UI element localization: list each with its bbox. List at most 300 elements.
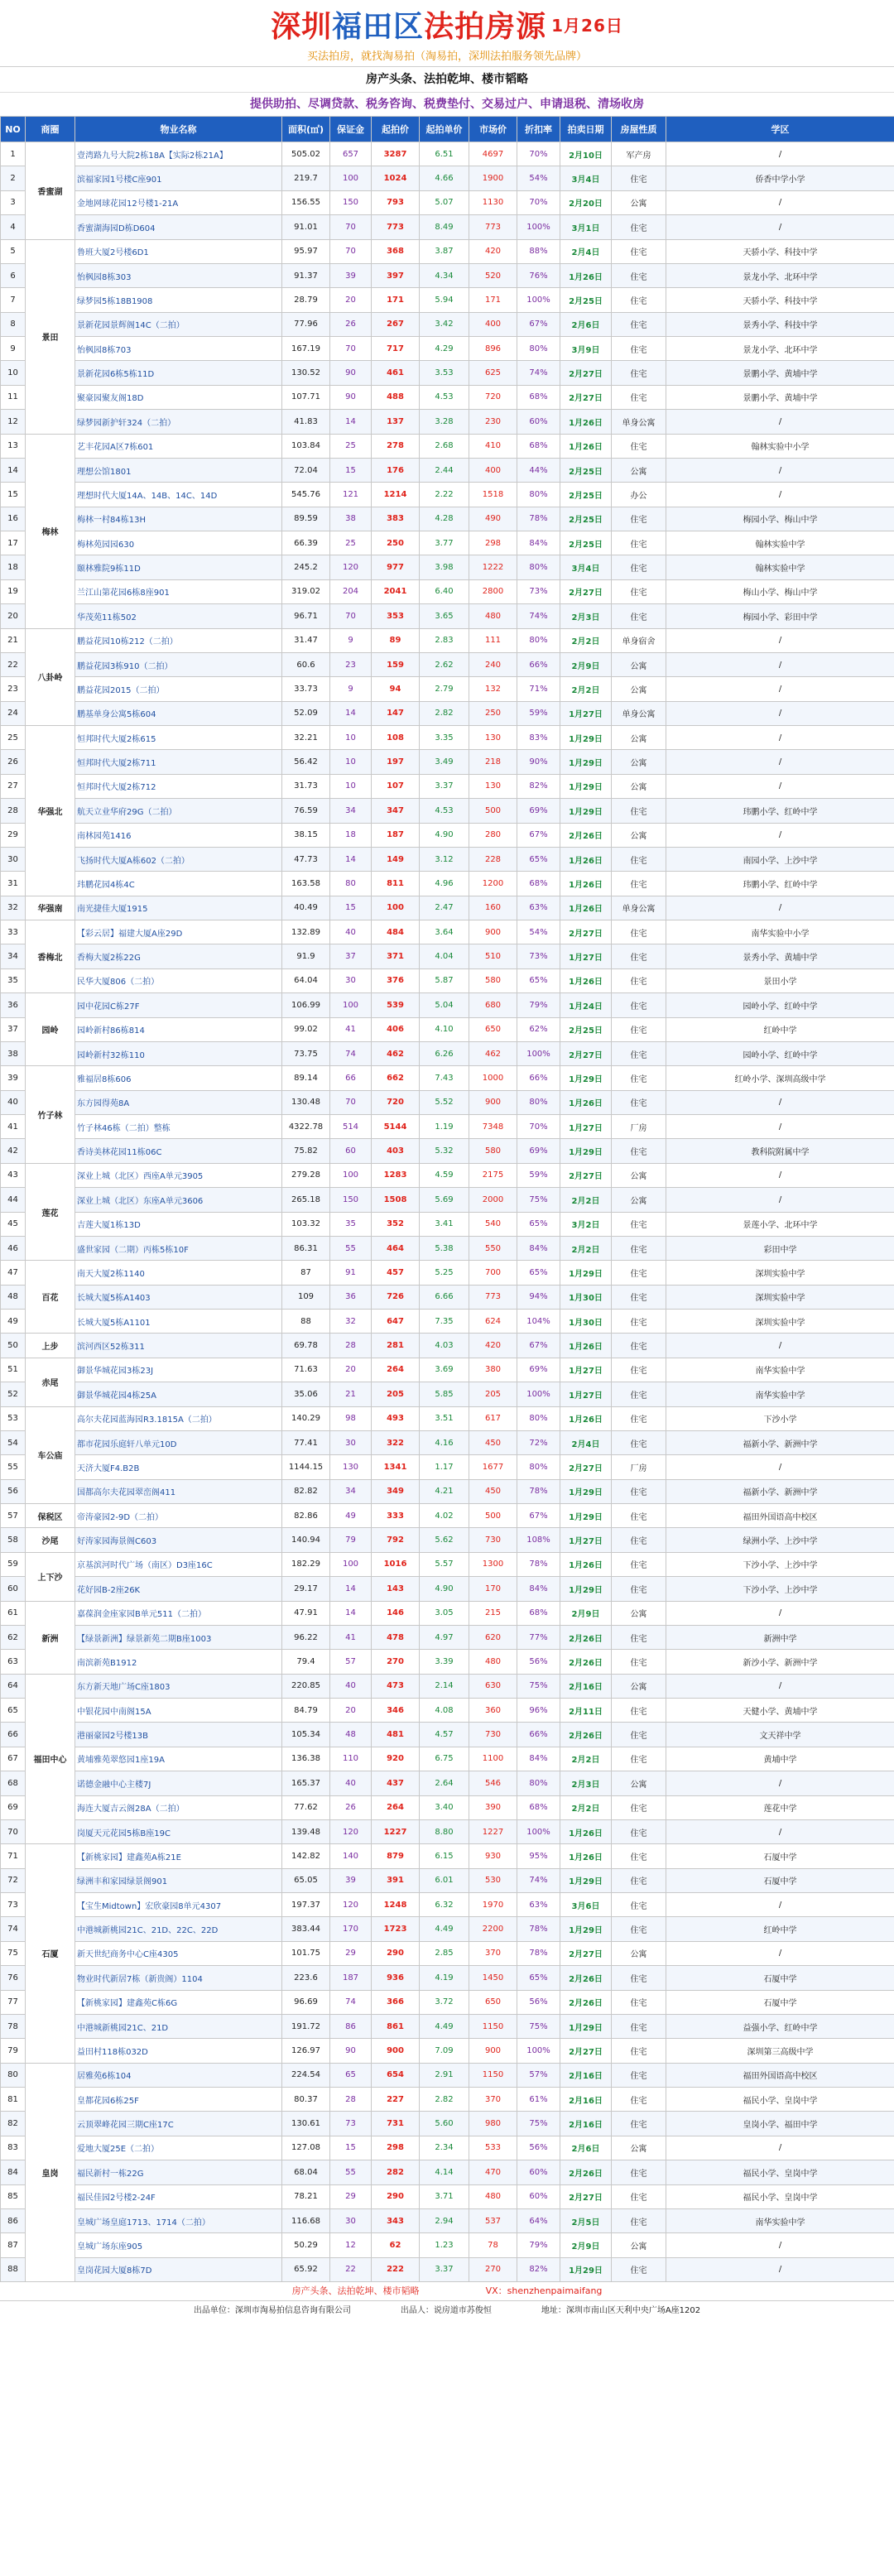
table-row [1,1990,894,2014]
table-row [1,1795,894,1819]
table-cell: 77.41 [282,1430,330,1454]
table-cell: 6 [1,263,26,287]
table-cell: 223.6 [282,1966,330,1990]
table-cell: 74 [1,1917,26,1941]
table-cell: 95% [517,1844,560,1868]
table-cell: 南园小学、上沙中学 [666,847,894,871]
table-cell: 132.89 [282,920,330,944]
table-cell: 4.97 [420,1625,469,1649]
table-cell: 546 [469,1771,517,1795]
area-cell: 新洲 [26,1601,75,1674]
area-cell: 百花 [26,1261,75,1334]
table-cell: 1130 [469,190,517,214]
table-cell: 10 [1,361,26,385]
footer-producer: 出品人：说房道市苏俊恒 [400,2306,492,2315]
table-cell: 2月4日 [560,1430,612,1454]
table-cell: 住宅 [612,263,666,287]
table-cell: 5 [1,239,26,263]
table-cell: 60% [517,2160,560,2184]
table-cell: 2月26日 [560,2160,612,2184]
table-cell: 80% [517,1455,560,1479]
table-cell: 住宅 [612,1358,666,1382]
table-cell: 56% [517,1990,560,2014]
table-cell: 66.39 [282,531,330,555]
table-row [1,2039,894,2063]
table-cell: / [666,1334,894,1358]
table-cell: 900 [469,920,517,944]
table-cell: 2.79 [420,677,469,701]
table-row [1,2088,894,2112]
table-cell: 2.44 [420,458,469,482]
table-cell: 9 [330,677,372,701]
table-cell: 85 [1,2184,26,2208]
area-cell: 上下沙 [26,1552,75,1601]
table-cell: 70 [330,215,372,239]
table-cell: 1283 [372,1163,420,1187]
table-cell: 恒邦时代大厦2栋615 [75,726,282,750]
table-cell: 2月9日 [560,652,612,676]
table-cell: 35 [330,1212,372,1236]
table-cell: 227 [372,2088,420,2112]
table-cell: 281 [372,1334,420,1358]
table-cell: 900 [372,2039,420,2063]
table-cell: 533 [469,2136,517,2160]
table-cell: 4.03 [420,1334,469,1358]
table-cell: 2.68 [420,434,469,458]
table-cell: 3月1日 [560,215,612,239]
table-cell: 270 [372,1650,420,1674]
table-cell: 住宅 [612,385,666,409]
table-cell: 住宅 [612,1917,666,1941]
table-cell: 44% [517,458,560,482]
table-row [1,1406,894,1430]
table-cell: 77.96 [282,312,330,336]
table-cell: 1222 [469,555,517,579]
table-cell: 单身公寓 [612,701,666,725]
table-cell: 2月27日 [560,1941,612,1965]
table-cell: 新洲中学 [666,1625,894,1649]
table-cell: 29 [1,823,26,847]
table-cell: 39 [1,1066,26,1090]
table-cell: 2月4日 [560,239,612,263]
table-cell: 31.73 [282,774,330,798]
table-row [1,1941,894,1965]
table-cell: 新沙小学、新洲中学 [666,1650,894,1674]
table-cell: 142.82 [282,1844,330,1868]
table-cell: 900 [469,2039,517,2063]
column-header: 保证金 [330,117,372,142]
table-cell: 飞扬时代大厦A栋602（二拍） [75,847,282,871]
table-cell: 2.94 [420,2208,469,2232]
table-cell: 住宅 [612,579,666,603]
table-cell: 4.49 [420,1917,469,1941]
table-cell: 68% [517,1795,560,1819]
table-cell: 510 [469,944,517,968]
table-cell: 127.08 [282,2136,330,2160]
table-cell: 住宅 [612,1430,666,1454]
footer-wechat: VX：shenzhenpaimaifang [485,2285,603,2296]
table-cell: 港丽豪园2号楼13B [75,1723,282,1747]
table-cell: 60 [330,1139,372,1163]
table-row [1,1261,894,1285]
table-cell: 石厦中学 [666,1844,894,1868]
table-row [1,1966,894,1990]
table-cell: 100% [517,1819,560,1843]
table-cell: 福民新村一栋22G [75,2160,282,2184]
table-cell: 1月27日 [560,1382,612,1406]
table-cell: 6.32 [420,1893,469,1917]
table-cell: 住宅 [612,2014,666,2038]
table-cell: 皇岗花园大厦8栋7D [75,2257,282,2281]
table-cell: 79 [330,1528,372,1552]
table-cell: 662 [372,1066,420,1090]
table-cell: 73.75 [282,1041,330,1065]
table-cell: 园中花园C栋27F [75,993,282,1017]
table-cell: 绿梦园新护轩324（二拍） [75,410,282,434]
table-cell: 1月27日 [560,1115,612,1139]
table-cell: 70 [330,604,372,628]
table-cell: 中港城新桃园21C、21D [75,2014,282,2038]
table-cell: 2月16日 [560,1674,612,1698]
table-cell: 红岭小学、深圳高级中学 [666,1066,894,1090]
table-cell: 726 [372,1285,420,1309]
table-cell: 1月26日 [560,1844,612,1868]
table-cell: 150 [330,190,372,214]
table-cell: 550 [469,1236,517,1260]
table-cell: 82% [517,2257,560,2281]
table-cell: 住宅 [612,337,666,361]
table-cell: 12 [330,2233,372,2257]
table-cell: 8.49 [420,215,469,239]
table-cell: 31.47 [282,628,330,652]
table-cell: 67 [1,1747,26,1771]
table-cell: 250 [372,531,420,555]
table-cell: 319.02 [282,579,330,603]
table-cell: 3.98 [420,555,469,579]
table-cell: 1月29日 [560,1504,612,1528]
table-cell: 2月25日 [560,458,612,482]
table-cell: 111 [469,628,517,652]
table-cell: / [666,1941,894,1965]
table-cell: 156.55 [282,190,330,214]
table-cell: 3.05 [420,1601,469,1625]
table-cell: 28 [330,2088,372,2112]
table-cell: 130.48 [282,1090,330,1114]
table-cell: / [666,677,894,701]
table-cell: / [666,652,894,676]
table-cell: 720 [372,1090,420,1114]
table-cell: 【宝生Midtown】宏欣豪园8单元4307 [75,1893,282,1917]
table-cell: 鹏益花园2015（二拍） [75,677,282,701]
footer-top [0,2282,894,2300]
area-cell: 香梅北 [26,920,75,993]
table-cell: 773 [469,1285,517,1309]
table-cell: 住宅 [612,1261,666,1285]
table-cell: 3287 [372,142,420,166]
table-cell: 83 [1,2136,26,2160]
table-cell: 厂房 [612,1115,666,1139]
table-cell: 住宅 [612,2257,666,2281]
table-cell: / [666,1601,894,1625]
table-cell: 园岭小学、红岭中学 [666,993,894,1017]
table-cell: 住宅 [612,944,666,968]
table-cell: 教科院附属中学 [666,1139,894,1163]
table-cell: 537 [469,2208,517,2232]
table-cell: 6.26 [420,1041,469,1065]
table-cell: 130 [330,1455,372,1479]
table-cell: 36 [330,1285,372,1309]
table-cell: 298 [469,531,517,555]
table-row [1,337,894,361]
table-cell: 36 [1,993,26,1017]
table-cell: 住宅 [612,1406,666,1430]
table-cell: 住宅 [612,1577,666,1601]
services-line2: 提供助拍、尽调贷款、税务咨询、税费垫付、交易过户、申请退税、清场收房 [0,92,894,116]
table-cell: 267 [372,312,420,336]
table-cell: 御景华城花园3栋23J [75,1358,282,1382]
area-cell: 梅林 [26,434,75,628]
table-cell: 437 [372,1771,420,1795]
table-cell: 100 [330,993,372,1017]
table-cell: / [666,215,894,239]
table-cell: 御景华城花园4栋25A [75,1382,282,1406]
table-cell: 滨福家园1号楼C座901 [75,166,282,190]
table-cell: 14 [330,701,372,725]
table-cell: 461 [372,361,420,385]
table-cell: 57 [1,1504,26,1528]
table-cell: 84% [517,1577,560,1601]
table-row [1,1041,894,1065]
table-cell: 136.38 [282,1747,330,1771]
table-cell: 2200 [469,1917,517,1941]
table-cell: 住宅 [612,1528,666,1552]
table-cell: 【彩云居】福建大厦A座29D [75,920,282,944]
table-cell: 126.97 [282,2039,330,2063]
table-cell: 29 [330,2184,372,2208]
table-cell: 3.42 [420,312,469,336]
table-cell: 450 [469,1430,517,1454]
table-cell: 京基滨河时代广场（南区）D3座16C [75,1552,282,1576]
table-cell: 7 [1,288,26,312]
table-cell: 811 [372,872,420,896]
table-cell: 中银花园中南阁15A [75,1699,282,1723]
table-cell: 61 [1,1601,26,1625]
table-cell: 景鹏小学、黄埔中学 [666,361,894,385]
table-cell: 930 [469,1844,517,1868]
table-cell: 高尔夫花园蓝海园R3.1815A（二拍） [75,1406,282,1430]
table-cell: 住宅 [612,1041,666,1065]
table-cell: 731 [372,2112,420,2136]
table-row [1,1285,894,1309]
table-row [1,2233,894,2257]
table-cell: 165.37 [282,1771,330,1795]
table-cell: 187 [330,1966,372,1990]
table-cell: 【新桃家园】建鑫苑A栋21E [75,1844,282,1868]
table-cell: 58 [1,1528,26,1552]
table-cell: 29.17 [282,1577,330,1601]
table-cell: 79% [517,2233,560,2257]
table-cell: 吉莲大厦1栋13D [75,1212,282,1236]
table-cell: 1月24日 [560,993,612,1017]
table-cell: 2月16日 [560,2063,612,2087]
table-cell: 35.06 [282,1382,330,1406]
table-cell: 1100 [469,1747,517,1771]
table-cell: 4.08 [420,1699,469,1723]
table-row [1,2063,894,2087]
table-cell: 90% [517,750,560,774]
table-cell: 鹏益花园10栋212（二拍） [75,628,282,652]
table-cell: 单身宿舍 [612,628,666,652]
table-cell: 650 [469,1990,517,2014]
table-cell: 3.65 [420,604,469,628]
table-cell: 2月26日 [560,1990,612,2014]
table-cell: 100 [330,166,372,190]
table-cell: 130 [469,774,517,798]
table-cell: 聚豪园聚友阁18D [75,385,282,409]
table-cell: 公寓 [612,1601,666,1625]
table-cell: 74 [330,1041,372,1065]
table-cell: 航天立业华府29G（二拍） [75,799,282,823]
table-cell: 1 [1,142,26,166]
table-row [1,2136,894,2160]
table-cell: 69.78 [282,1334,330,1358]
table-cell: 住宅 [612,1868,666,1892]
title-part2: 福田区 [332,9,425,44]
table-cell: 89.59 [282,507,330,531]
table-cell: 7.43 [420,1066,469,1090]
table-cell: 240 [469,652,517,676]
table-cell: 3.87 [420,239,469,263]
table-cell: 25 [1,726,26,750]
table-cell: 公寓 [612,458,666,482]
table-cell: 住宅 [612,1699,666,1723]
table-cell: 下沙小学、上沙中学 [666,1577,894,1601]
table-cell: 2月6日 [560,2136,612,2160]
table-cell: 20 [1,604,26,628]
table-cell: 84 [1,2160,26,2184]
table-cell: 90 [330,361,372,385]
column-header: 物业名称 [75,117,282,142]
table-row [1,239,894,263]
table-row [1,1893,894,1917]
table-cell: 86 [330,2014,372,2038]
table-row [1,1577,894,1601]
table-cell: 160 [469,896,517,920]
table-cell: 园岭新村86栋814 [75,1017,282,1041]
table-cell: 107.71 [282,385,330,409]
table-cell: 48 [330,1723,372,1747]
table-cell: 77% [517,1625,560,1649]
table-cell: 80 [1,2063,26,2087]
table-cell: 15 [330,2136,372,2160]
table-cell: 福田外国语高中校区 [666,1504,894,1528]
table-cell: 106.99 [282,993,330,1017]
table-cell: 民华大厦806（二拍） [75,968,282,992]
table-cell: 77 [1,1990,26,2014]
table-cell: 海连大厦吉云阁28A（二拍） [75,1795,282,1819]
table-cell: 住宅 [612,2088,666,2112]
area-cell: 园岭 [26,993,75,1066]
table-cell: 15 [330,896,372,920]
slogan: 买法拍房，就找淘易拍（淘易拍，深圳法拍服务领先品牌） [306,50,587,63]
table-cell: 218 [469,750,517,774]
table-cell: 63% [517,1893,560,1917]
table-cell: / [666,1819,894,1843]
table-cell: 120 [330,1819,372,1843]
table-cell: / [666,483,894,507]
table-row [1,628,894,652]
table-cell: 73% [517,579,560,603]
table-row [1,361,894,385]
table-cell: 2041 [372,579,420,603]
table-cell: 南林园苑1416 [75,823,282,847]
table-cell: 95.97 [282,239,330,263]
table-cell: 23 [1,677,26,701]
table-cell: 公寓 [612,1941,666,1965]
table-cell: 78 [469,2233,517,2257]
table-row [1,1163,894,1187]
table-cell: 101.75 [282,1941,330,1965]
table-cell: 25 [330,531,372,555]
table-cell: 40 [1,1090,26,1114]
table-cell: 397 [372,263,420,287]
table-cell: 1月27日 [560,701,612,725]
table-cell: 6.40 [420,579,469,603]
table-cell: 住宅 [612,968,666,992]
table-cell: 140.29 [282,1406,330,1430]
table-cell: 146 [372,1601,420,1625]
table-cell: 57% [517,2063,560,2087]
table-cell: 64% [517,2208,560,2232]
table-cell: 187 [372,823,420,847]
table-cell: 74% [517,604,560,628]
table-row [1,2208,894,2232]
table-cell: 80% [517,1090,560,1114]
table-row [1,847,894,871]
table-cell: 绿梦园5栋18B1908 [75,288,282,312]
table-cell: 3.69 [420,1358,469,1382]
table-cell: 48 [1,1285,26,1309]
table-cell: 59 [1,1552,26,1576]
table-cell: 624 [469,1310,517,1334]
table-cell: 【绿景新洲】绿景新苑二期B座1003 [75,1625,282,1649]
table-cell: 13 [1,434,26,458]
table-cell: 410 [469,434,517,458]
table-cell: 梅山小学、梅山中学 [666,579,894,603]
table-cell: 100% [517,215,560,239]
table-cell: / [666,1115,894,1139]
table-cell: 86.31 [282,1236,330,1260]
table-cell: 204 [330,579,372,603]
table-cell: 花好园B-2座26K [75,1577,282,1601]
table-cell: 55 [330,2160,372,2184]
table-cell: 2月11日 [560,1699,612,1723]
table-row [1,1771,894,1795]
table-cell: 东方新天地广场C座1803 [75,1674,282,1698]
table-cell: 347 [372,799,420,823]
table-cell: 1月26日 [560,1819,612,1843]
table-cell: 264 [372,1358,420,1382]
area-cell: 保税区 [26,1504,75,1528]
table-cell: 2月27日 [560,1163,612,1187]
table-cell: 220.85 [282,1674,330,1698]
table-cell: 2月5日 [560,2208,612,2232]
table-row [1,142,894,166]
table-cell: 70% [517,142,560,166]
table-cell: 岗厦天元花园5栋B座19C [75,1819,282,1843]
table-cell: 55 [1,1455,26,1479]
table-cell: 住宅 [612,1479,666,1503]
